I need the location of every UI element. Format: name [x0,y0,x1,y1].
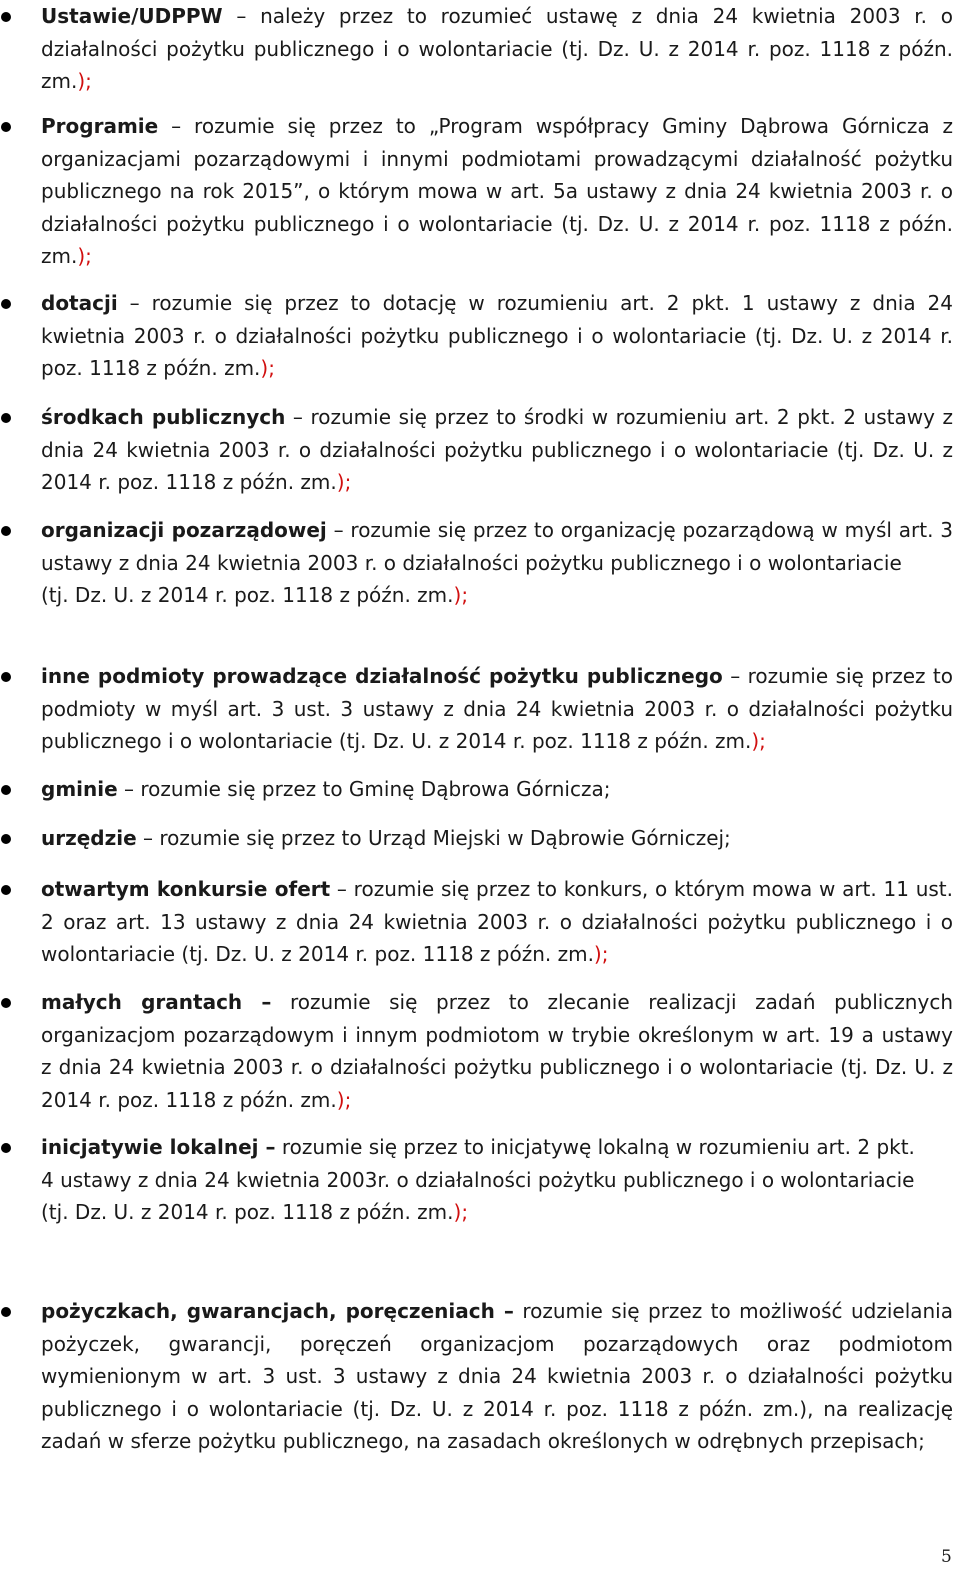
definition-body: – rozumie się przez to Gminę Dąbrowa Górnicza; [117,777,611,801]
definition-item [41,822,953,855]
red-suffix: ); [751,729,766,753]
definition-text [41,514,953,579]
red-suffix: ); [336,470,352,494]
definition-body: – rozumie się przez to dotację w rozumieniu art. 2 pkt. 1 ustawy z dnia 24 kwietnia 2003 r. o działalności pożytku publicznego i o wolontariacie (tj. Dz. U. z 2014 r. poz. 1118 z późn. zm. [41,291,953,380]
definition-item [41,287,953,385]
definition-term: Programie [41,114,159,138]
definition-term: środkach publicznych [41,405,286,429]
definition-item [41,1295,953,1458]
red-suffix: ); [77,69,92,93]
definition-body: – rozumie się przez to podmioty w myśl art. 3 ust. 3 ustawy z dnia 24 kwietnia 2003 r. o działalności pożytku publicznego i o wolontariacie (tj. Dz. U. z 2014 r. poz. 1118 z późn. zm. [41,664,953,753]
definition-text [41,986,953,1116]
definition-text [41,0,953,98]
red-suffix: ); [336,1087,352,1112]
definition-body: (tj. Dz. U. z 2014 r. poz. 1118 z późn. zm. [41,1200,454,1224]
definition-text [41,1295,953,1458]
red-suffix: ); [593,942,609,966]
definition-item [41,773,953,806]
definition-text [41,401,953,499]
definition-item [41,1131,953,1229]
bullet-icon [1,1307,11,1317]
definition-term: otwartym konkursie ofert [41,877,331,901]
bullet-icon [1,998,11,1008]
definition-item [41,514,953,612]
definition-citation [41,579,953,612]
bullet-icon [1,785,11,795]
definition-continuation [41,1164,953,1197]
definition-body: – rozumie się przez to organizację pozarządową w myśl art. 3 ustawy z dnia 24 kwietnia 2003 r. o działalności pożytku publicznego i o wolontariacie [41,518,953,575]
definition-text [41,287,953,385]
definition-item [41,660,953,758]
red-suffix: ); [453,1200,469,1224]
bullet-icon [1,413,11,423]
definition-item [41,873,953,971]
definition-item [41,0,953,98]
definition-text [41,110,953,273]
definition-body: rozumie się przez to zlecanie realizacji zadań publicznych organizacjom pozarządowym i innym podmiotom w trybie określonym w art. 19 a ustawy z dnia 24 kwietnia 2003 r. o działalności pożytku publicznego i o wolontariacie (tj. Dz. U. z 2014 r. poz. 1118 z późn. zm. [41,990,953,1112]
definition-term: inne podmioty prowadzące działalność pożytku publicznego [41,664,723,688]
definition-item [41,401,953,499]
definition-body: (tj. Dz. U. z 2014 r. poz. 1118 z późn. zm. [41,583,454,607]
bullet-icon [1,12,11,22]
definition-text [41,1131,953,1164]
definition-term: gminie [41,777,118,801]
bullet-icon [1,1143,11,1153]
definition-body: rozumie się przez to inicjatywę lokalną w rozumieniu art. 2 pkt. [275,1135,915,1159]
definition-body: 4 ustawy z dnia 24 kwietnia 2003r. o działalności pożytku publicznego i o wolontariacie [41,1167,915,1192]
definition-body: – należy przez to rozumieć ustawę z dnia 24 kwietnia 2003 r. o działalności pożytku publicznego i o wolontariacie (tj. Dz. U. z 2014 r. poz. 1118 z późn. zm. [41,4,953,93]
definition-term: organizacji pozarządowej [41,518,327,542]
definition-term: urzędzie [41,826,137,850]
definition-body: – rozumie się przez to Urząd Miejski w Dąbrowie Górniczej; [136,826,731,850]
bullet-icon [1,885,11,895]
definition-body: – rozumie się przez to środki w rozumieniu art. 2 pkt. 2 ustawy z dnia 24 kwietnia 2003 r. o działalności pożytku publicznego i o wolontariacie (tj. Dz. U. z 2014 r. poz. 1118 z późn. zm. [41,405,954,494]
red-suffix: ); [77,244,92,268]
page-number: 5 [941,1547,952,1567]
definition-text [41,873,953,971]
red-suffix: ); [453,583,469,607]
bullet-icon [1,299,11,309]
definition-text [41,660,953,758]
definition-citation [41,1196,953,1229]
bullet-icon [1,834,11,844]
definition-term: inicjatywie lokalnej – [41,1135,276,1159]
definition-body: rozumie się przez to możliwość udzielania pożyczek, gwarancji, poręczeń organizacjom pozarządowych oraz podmiotom wymienionym w art. 3 ust. 3 ustawy z dnia 24 kwietnia 2003 r. o działalności pożytku publicznego i o wolontariacie (tj. Dz. U. z 2014 r. poz. 1118 z późn. zm.), na realizację zadań w sferze pożytku publicznego, na zasadach określonych w odrębnych przepisach; [41,1299,953,1453]
definition-text [41,773,953,806]
definition-term: Ustawie/UDPPW [41,4,223,28]
bullet-icon [1,526,11,536]
definition-body: – rozumie się przez to „Program współpracy Gminy Dąbrowa Górnicza z organizacjami pozarządowymi i innymi podmiotami prowadzącymi działalność pożytku publicznego na rok 2015”, o którym mowa w art. 5a ustawy z dnia 24 kwietnia 2003 r. o działalności pożytku publicznego i o wolontariacie (tj. Dz. U. z 2014 r. poz. 1118 z późn. zm. [41,114,953,268]
definition-body: – rozumie się przez to konkurs, o którym mowa w art. 11 ust. 2 oraz art. 13 ustawy z dnia 24 kwietnia 2003 r. o działalności pożytku publicznego i o wolontariacie (tj. Dz. U. z 2014 r. poz. 1118 z późn. zm. [41,877,953,966]
definition-term: dotacji [41,291,118,315]
definition-text [41,822,953,855]
definition-term: pożyczkach, gwarancjach, poręczeniach – [41,1299,514,1323]
bullet-icon [1,122,11,132]
definition-term: małych grantach – [41,990,272,1014]
red-suffix: ); [260,356,275,380]
bullet-icon [1,672,11,682]
definition-item [41,110,953,273]
definition-item [41,986,953,1116]
